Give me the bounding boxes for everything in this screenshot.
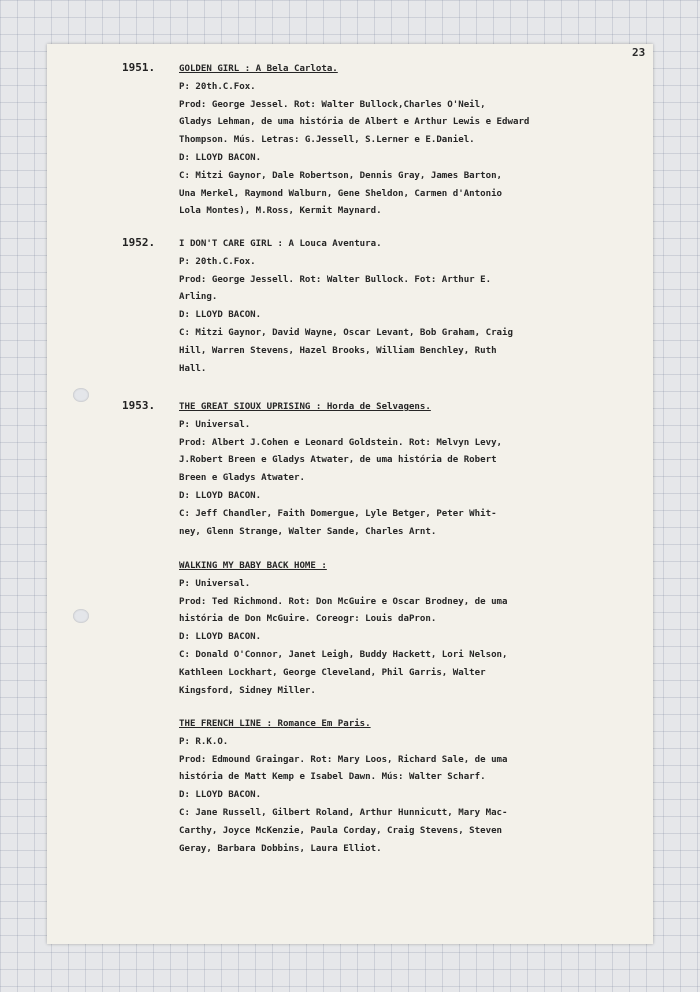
film-title: I DON'T CARE GIRL : A Louca Aventura. [179, 239, 382, 249]
entry-line: P: R.K.O. [179, 736, 229, 747]
entry-line: C: Jane Russell, Gilbert Roland, Arthur Hunnicutt, Mary Mac- [179, 807, 508, 818]
entry-line: C: Jeff Chandler, Faith Domergue, Lyle Betger, Peter Whit- [179, 508, 497, 519]
entry-text [179, 236, 619, 378]
entry-line: história de Matt Kemp e Isabel Dawn. Mús: Walter Scharf. [179, 772, 486, 783]
entry-line: D: LLOYD BACON. [179, 490, 262, 501]
entry-year: 1951. [122, 61, 156, 74]
entry-line: história de Don McGuire. Coreogr: Louis daPron. [179, 614, 437, 625]
entry-line: Carthy, Joyce McKenzie, Paula Corday, Craig Stevens, Steven [179, 825, 503, 836]
entry-line: P: Universal. [179, 578, 251, 589]
entry-line: Lola Montes), M.Ross, Kermit Maynard. [179, 206, 382, 217]
film-title: THE FRENCH LINE : Romance Em Paris. [179, 719, 371, 729]
entry-text [179, 716, 619, 858]
entry-line: Arling. [179, 292, 218, 303]
entry-line: C: Mitzi Gaynor, David Wayne, Oscar Levant, Bob Graham, Craig [179, 327, 513, 338]
page-number: 23 [632, 46, 646, 59]
entry-line: P: 20th.C.Fox. [179, 81, 256, 92]
punch-hole [73, 609, 89, 623]
entry-line: D: LLOYD BACON. [179, 310, 262, 321]
entry-line: Prod: Albert J.Cohen e Leonard Goldstein. Rot: Melvyn Levy, [179, 437, 503, 448]
entry-text [179, 558, 619, 700]
entry-line: P: Universal. [179, 419, 251, 430]
film-title: THE GREAT SIOUX UPRISING : Horda de Selvagens. [179, 402, 431, 412]
entry-line: Prod: George Jessel. Rot: Walter Bullock,Charles O'Neil, [179, 99, 486, 110]
entry-line: Gladys Lehman, de uma história de Albert e Arthur Lewis e Edward [179, 117, 530, 128]
entry-line: ney, Glenn Strange, Walter Sande, Charles Arnt. [179, 526, 437, 537]
entry-line: Kingsford, Sidney Miller. [179, 685, 316, 696]
entry-line: P: 20th.C.Fox. [179, 256, 256, 267]
entry-line: D: LLOYD BACON. [179, 790, 262, 801]
entry-line: Prod: Edmound Graingar. Rot: Mary Loos, Richard Sale, de uma [179, 754, 508, 765]
entry-line: Geray, Barbara Dobbins, Laura Elliot. [179, 843, 382, 854]
entry-line: C: Mitzi Gaynor, Dale Robertson, Dennis Gray, James Barton, [179, 170, 503, 181]
entry-year: 1952. [122, 236, 156, 249]
entry-line: Breen e Gladys Atwater. [179, 473, 305, 484]
entry-line: Kathleen Lockhart, George Cleveland, Phil Garris, Walter [179, 667, 486, 678]
entry-line: Una Merkel, Raymond Walburn, Gene Sheldon, Carmen d'Antonio [179, 188, 503, 199]
entry-line: C: Donald O'Connor, Janet Leigh, Buddy Hackett, Lori Nelson, [179, 649, 508, 660]
entry-line: Hall. [179, 363, 207, 374]
film-title: GOLDEN GIRL : A Bela Carlota. [179, 64, 338, 74]
entry-line: Prod: George Jessell. Rot: Walter Bullock. Fot: Arthur E. [179, 274, 492, 285]
entry-text [179, 399, 619, 541]
entry-line: Prod: Ted Richmond. Rot: Don McGuire e Oscar Brodney, de uma [179, 596, 508, 607]
entry-year: 1953. [122, 399, 156, 412]
entry-line: Hill, Warren Stevens, Hazel Brooks, William Benchley, Ruth [179, 345, 497, 356]
entry-line: D: LLOYD BACON. [179, 152, 262, 163]
punch-hole [73, 388, 89, 402]
entry-line: D: LLOYD BACON. [179, 632, 262, 643]
entry-text [179, 61, 619, 221]
entry-line: Thompson. Mús. Letras: G.Jessell, S.Lerner e E.Daniel. [179, 135, 475, 146]
film-title: WALKING MY BABY BACK HOME : [179, 561, 327, 571]
entry-line: J.Robert Breen e Gladys Atwater, de uma história de Robert [179, 455, 497, 466]
